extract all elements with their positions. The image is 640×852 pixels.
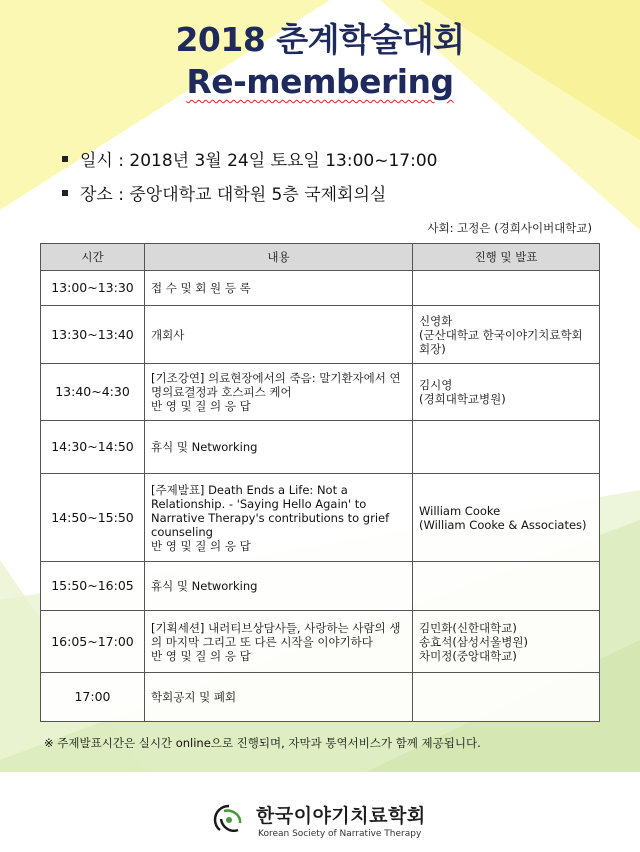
content-line: counseling bbox=[151, 524, 213, 539]
table-row bbox=[41, 421, 600, 474]
table-row bbox=[41, 271, 600, 306]
content-line: 반 영 및 질 의 응 답 bbox=[151, 538, 251, 553]
row-time: 14:30~14:50 bbox=[41, 421, 145, 474]
presenter-line: 김시영 bbox=[419, 378, 453, 392]
content-line: [기조강연] 의료현장에서의 죽음: 말기환자에서 연 bbox=[151, 371, 401, 385]
presenter-line: 김민화(신한대학교) bbox=[419, 620, 517, 635]
content-line: 접 수 및 회 원 등 록 bbox=[151, 281, 251, 295]
table-row bbox=[41, 474, 600, 562]
page-subtitle: Re-membering bbox=[186, 62, 454, 101]
table-header-row bbox=[41, 244, 600, 271]
content-line: 의 마지막 그리고 또 다른 시작을 이야기하다 bbox=[151, 634, 373, 649]
content-line: 휴식 및 Networking bbox=[151, 579, 258, 593]
presenter-line: 신영화 bbox=[419, 313, 453, 328]
presenter-line: (군산대학교 한국이야기치료학회 bbox=[419, 327, 583, 342]
content-line: 명의료결정과 호스피스 케어 bbox=[151, 385, 292, 399]
content-line: [주제발표] Death Ends a Life: Not a bbox=[151, 482, 348, 497]
row-presenter bbox=[413, 306, 600, 364]
row-presenter bbox=[413, 271, 600, 306]
row-content bbox=[145, 562, 413, 611]
row-time: 14:50~15:50 bbox=[41, 474, 145, 562]
row-time: 17:00 bbox=[41, 673, 145, 722]
table-row bbox=[41, 306, 600, 364]
content-line: 반 영 및 질 의 응 답 bbox=[151, 399, 251, 413]
row-content bbox=[145, 611, 413, 673]
moderator-label: 사회: 고정은 (경희사이버대학교) bbox=[427, 221, 592, 235]
header-presenter: 진행 및 발표 bbox=[413, 244, 600, 271]
presenter-line: 송효석(삼성서울병원) bbox=[419, 634, 528, 649]
presenter-line: (경희대학교병원) bbox=[419, 392, 506, 406]
presenter-line: (William Cooke & Associates) bbox=[419, 517, 587, 532]
content-line: 휴식 및 Networking bbox=[151, 440, 258, 454]
society-logo-icon bbox=[212, 803, 246, 837]
page-title: 2018 춘계학술대회 bbox=[175, 20, 465, 59]
row-time: 13:30~13:40 bbox=[41, 306, 145, 364]
event-datetime: 일시 : 2018년 3월 24일 토요일 13:00~17:00 bbox=[62, 146, 437, 171]
row-time: 13:00~13:30 bbox=[41, 271, 145, 306]
content-line: 개회사 bbox=[151, 327, 185, 342]
row-content bbox=[145, 271, 413, 306]
row-presenter bbox=[413, 364, 600, 421]
society-name-korean: 한국이야기치료학회 bbox=[256, 805, 426, 827]
presenter-line: 차미정(중앙대학교) bbox=[419, 648, 517, 663]
row-content bbox=[145, 421, 413, 474]
content-line: 반 영 및 질 의 응 답 bbox=[151, 648, 251, 663]
table-row bbox=[41, 364, 600, 421]
content-line: [기획세션] 내러티브상담사들, 사랑하는 사람의 생 bbox=[151, 620, 401, 635]
presenter-line: 회장) bbox=[419, 341, 446, 356]
bullet-icon bbox=[62, 156, 68, 162]
row-presenter bbox=[413, 474, 600, 562]
row-presenter bbox=[413, 673, 600, 722]
table-row bbox=[41, 673, 600, 722]
society-logo bbox=[212, 801, 472, 845]
content-line: 학회공지 및 폐회 bbox=[151, 690, 237, 704]
schedule-table bbox=[40, 243, 600, 722]
society-name-english: Korean Society of Narrative Therapy bbox=[258, 829, 422, 839]
content-line: Relationship. - 'Saying Hello Again' to bbox=[151, 496, 367, 511]
row-presenter bbox=[413, 421, 600, 474]
footnote: ※ 주제발표시간은 실시간 online으로 진행되며, 자막과 통역서비스가 함께 제공됩니다. bbox=[44, 736, 481, 750]
table-row bbox=[41, 611, 600, 673]
row-content bbox=[145, 306, 413, 364]
row-presenter bbox=[413, 562, 600, 611]
content-line: Narrative Therapy's contributions to grief bbox=[151, 510, 390, 525]
presenter-line: William Cooke bbox=[419, 503, 501, 518]
row-content bbox=[145, 474, 413, 562]
bullet-icon bbox=[62, 190, 68, 196]
row-content bbox=[145, 364, 413, 421]
row-time: 15:50~16:05 bbox=[41, 562, 145, 611]
row-presenter bbox=[413, 611, 600, 673]
row-content bbox=[145, 673, 413, 722]
row-time: 13:40~4:30 bbox=[41, 364, 145, 421]
row-time: 16:05~17:00 bbox=[41, 611, 145, 673]
header-time: 시간 bbox=[41, 244, 145, 271]
header-content: 내용 bbox=[145, 244, 413, 271]
event-venue: 장소 : 중앙대학교 대학원 5층 국제회의실 bbox=[62, 180, 386, 205]
table-row bbox=[41, 562, 600, 611]
